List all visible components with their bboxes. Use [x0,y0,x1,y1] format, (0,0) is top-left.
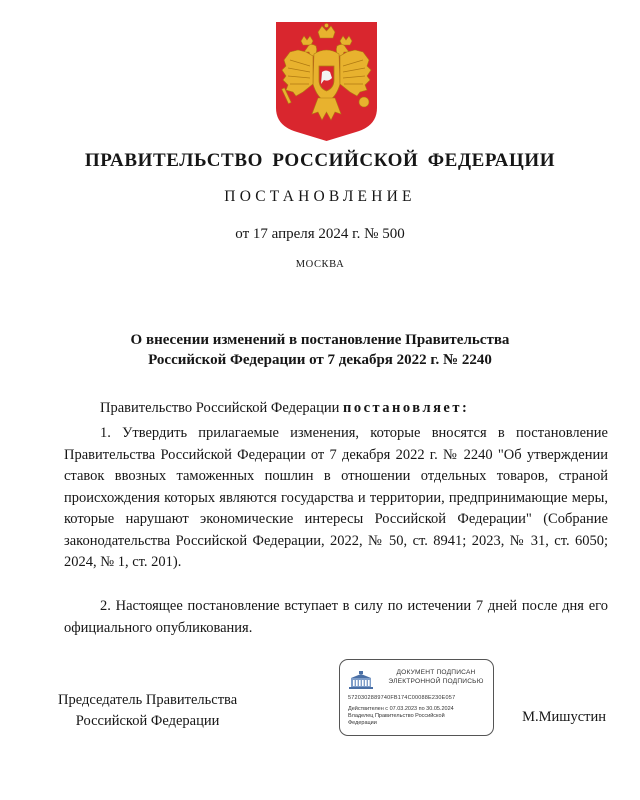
stamp-validity: Действителен с 07.03.2023 по 30.05.2024 [348,706,454,712]
government-building-icon [348,670,374,690]
position-line-2: Российской Федерации [75,713,220,729]
resolution-heading [70,330,570,370]
document-type: ПОСТАНОВЛЕНИЕ [224,188,416,205]
russian-coat-of-arms-icon [276,22,377,141]
intro-line [64,398,608,420]
stamp-owner-line-2: Федерации [348,720,377,726]
signatory-position [58,690,237,732]
heading-line-1: О внесении изменений в постановление Правительства [130,332,510,348]
issue-city: МОСКВА [295,259,345,270]
stamp-heading [384,669,488,686]
stamp-owner-line-1: Владелец Правительство Российской [348,713,445,719]
stamp-serial: 5720302889740FB174C00088E230E057 [348,695,456,701]
position-line-1: Председатель Правительства [58,692,238,708]
electronic-signature-stamp [339,659,494,736]
intro-text: Правительство Российской Федерации [100,400,343,416]
signatory-name: М.Мишустин [522,709,606,725]
heading-line-2: Российской Федерации от 7 декабря 2022 г. № 2240 [148,352,492,368]
paragraph-2: 2. Настоящее постановление вступает в силу по истечении 7 дней после дня его официального опубликования. [64,598,608,636]
document-date-number: от 17 апреля 2024 г. № 500 [235,226,405,242]
government-title: ПРАВИТЕЛЬСТВО РОССИЙСКОЙ ФЕДЕРАЦИИ [84,150,556,171]
resolves-word: постановляет: [342,400,470,416]
stamp-heading-line-2: ЭЛЕКТРОННОЙ ПОДПИСЬЮ [388,677,484,685]
stamp-heading-line-1: ДОКУМЕНТ ПОДПИСАН [396,669,476,676]
paragraph-1: 1. Утвердить прилагаемые изменения, которые вносятся в постановление Правительства Российской Федерации от 7 декабря 2022 г. № 2240 "Об утверждении ставок ввозных таможенных пошлин в отношении отдельных товаров, страной происхождения которых являются государства и территории, предпринимающие меры, которые нарушают экономические интересы Российской Федерации" (Собрание законодательства Российской Федерации, 2022, № 50, ст. 8941; 2023, № 31, ст. 6050; 2024, № 1, ст. 201). [64,425,608,570]
